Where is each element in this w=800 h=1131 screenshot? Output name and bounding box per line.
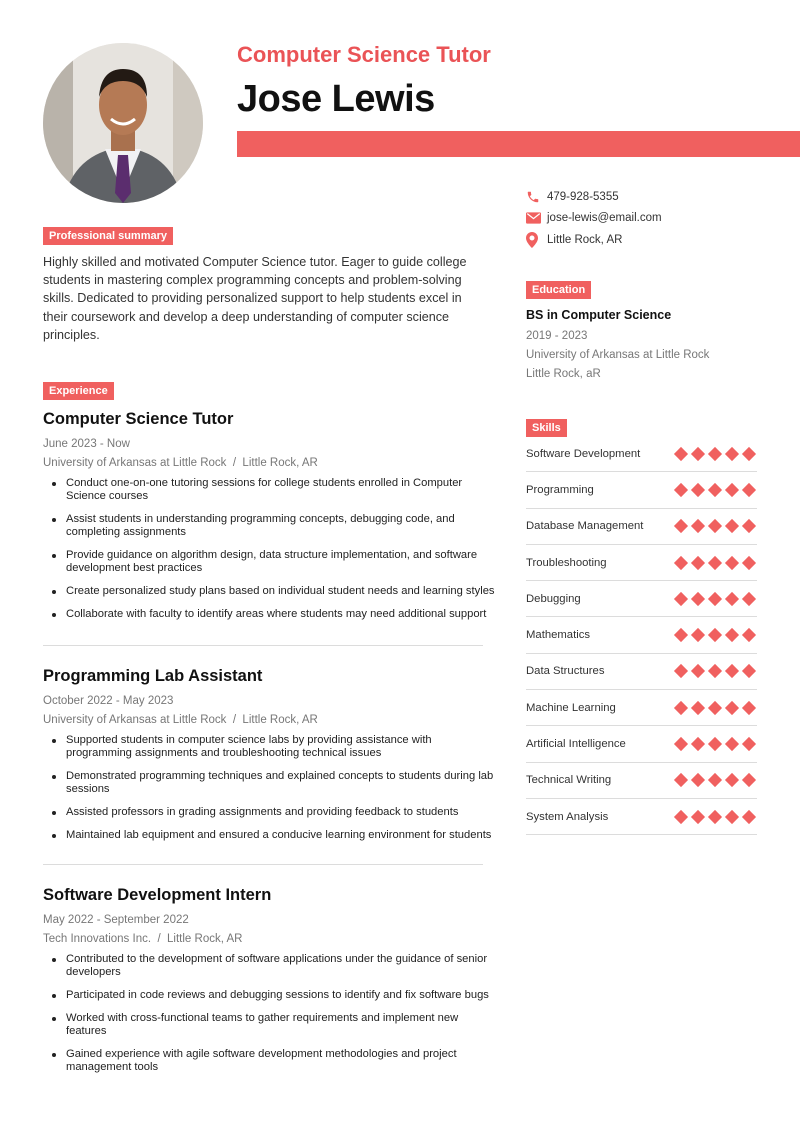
skill-name: Artificial Intelligence [526, 738, 626, 751]
skill-name: Troubleshooting [526, 556, 607, 569]
rating-diamond-icon [673, 628, 687, 642]
experience-place [43, 711, 495, 730]
skill-row [526, 654, 757, 690]
rating-diamond-icon [673, 664, 687, 678]
rating-diamond-icon [673, 483, 687, 497]
rating-diamond-icon [741, 701, 755, 715]
experience-bullets [43, 477, 495, 621]
experience-entry [43, 886, 495, 1084]
bullet-item: Participated in code reviews and debugging sessions to identify and fix software bugs [43, 989, 495, 1002]
skill-rating [674, 703, 757, 713]
experience-bullets [43, 734, 495, 842]
education-entry [526, 308, 766, 384]
rating-diamond-icon [707, 592, 721, 606]
rating-diamond-icon [724, 810, 738, 824]
contact-phone [526, 186, 756, 208]
skill-row [526, 472, 757, 508]
skill-rating [674, 775, 757, 785]
rating-diamond-icon [673, 773, 687, 787]
skill-rating [674, 521, 757, 531]
section-label-experience: Experience [43, 382, 114, 400]
rating-diamond-icon [690, 519, 704, 533]
experience-location: Little Rock, AR [242, 457, 318, 469]
rating-diamond-icon [690, 664, 704, 678]
rating-diamond-icon [724, 701, 738, 715]
rating-diamond-icon [724, 555, 738, 569]
experience-entry [43, 410, 495, 631]
divider [43, 864, 483, 865]
experience-location: Little Rock, AR [167, 933, 243, 945]
bullet-item: Assist students in understanding programming concepts, debugging code, and completing assignments [43, 513, 495, 539]
bullet-item: Supported students in computer science labs by providing assistance with programming assignments and troubleshooting technical issues [43, 734, 495, 760]
skill-name: Data Structures [526, 665, 605, 678]
skill-rating [674, 594, 757, 604]
rating-diamond-icon [724, 447, 738, 461]
rating-diamond-icon [724, 628, 738, 642]
rating-diamond-icon [741, 773, 755, 787]
rating-diamond-icon [673, 701, 687, 715]
skills-list [526, 436, 757, 835]
accent-bar [237, 131, 800, 157]
skill-name: Debugging [526, 592, 581, 605]
rating-diamond-icon [707, 555, 721, 569]
bullet-item: Contributed to the development of software applications under the guidance of senior developers [43, 953, 495, 979]
rating-diamond-icon [673, 447, 687, 461]
skill-name: Software Development [526, 447, 641, 460]
skill-rating [674, 485, 757, 495]
experience-dates: October 2022 - May 2023 [43, 695, 174, 707]
education-location: Little Rock, aR [526, 368, 601, 380]
experience-place [43, 930, 495, 949]
skill-rating [674, 739, 757, 749]
experience-title: Programming Lab Assistant [43, 667, 263, 685]
rating-diamond-icon [741, 628, 755, 642]
skill-row [526, 509, 757, 545]
skill-row [526, 763, 757, 799]
email-text: jose-lewis@email.com [547, 212, 662, 225]
rating-diamond-icon [741, 555, 755, 569]
skill-rating [674, 812, 757, 822]
bullet-item: Gained experience with agile software development methodologies and project management tools [43, 1048, 495, 1074]
skill-row [526, 617, 757, 653]
experience-bullets [43, 953, 495, 1074]
skill-row [526, 726, 757, 762]
rating-diamond-icon [741, 592, 755, 606]
rating-diamond-icon [707, 519, 721, 533]
envelope-icon [526, 212, 547, 224]
rating-diamond-icon [707, 701, 721, 715]
section-label-summary: Professional summary [43, 227, 173, 245]
skill-rating [674, 666, 757, 676]
rating-diamond-icon [741, 737, 755, 751]
education-years: 2019 - 2023 [526, 330, 588, 342]
skill-rating [674, 558, 757, 568]
rating-diamond-icon [741, 519, 755, 533]
experience-separator: / [157, 933, 161, 945]
rating-diamond-icon [690, 773, 704, 787]
rating-diamond-icon [690, 628, 704, 642]
rating-diamond-icon [673, 519, 687, 533]
headline-job-title: Computer Science Tutor [237, 42, 491, 67]
skill-name: Machine Learning [526, 701, 616, 714]
skill-name: Programming [526, 483, 594, 496]
section-label-education: Education [526, 281, 591, 299]
skill-name: Technical Writing [526, 774, 612, 787]
bullet-item: Conduct one-on-one tutoring sessions for college students enrolled in Computer Science courses [43, 477, 495, 503]
contact-email [526, 208, 756, 230]
rating-diamond-icon [724, 519, 738, 533]
experience-entry [43, 667, 495, 852]
rating-diamond-icon [690, 555, 704, 569]
rating-diamond-icon [673, 592, 687, 606]
skill-row [526, 545, 757, 581]
section-label-skills: Skills [526, 419, 567, 437]
rating-diamond-icon [707, 664, 721, 678]
contact-info [526, 186, 756, 251]
phone-icon [526, 190, 547, 204]
rating-diamond-icon [673, 737, 687, 751]
rating-diamond-icon [741, 810, 755, 824]
skill-row [526, 690, 757, 726]
candidate-name: Jose Lewis [237, 78, 435, 120]
contact-location [526, 229, 756, 251]
bullet-item: Worked with cross-functional teams to gather requirements and implement new features [43, 1012, 495, 1038]
phone-text: 479-928-5355 [547, 190, 619, 203]
skill-rating [674, 449, 757, 459]
divider [43, 645, 483, 646]
skill-row [526, 799, 757, 835]
bullet-item: Collaborate with faculty to identify areas where students may need additional support [43, 608, 495, 621]
rating-diamond-icon [673, 555, 687, 569]
rating-diamond-icon [724, 592, 738, 606]
professional-summary: Highly skilled and motivated Computer Science tutor. Eager to guide college students in mastering complex programming concepts and problem-solving skills. Dedicated to providing personalized support to help students excel in their coursework and develop a deep understanding of computer science principles. [43, 255, 467, 342]
experience-title: Software Development Intern [43, 886, 272, 904]
education-school: University of Arkansas at Little Rock [526, 349, 710, 361]
skill-name: Mathematics [526, 629, 591, 642]
rating-diamond-icon [707, 810, 721, 824]
skill-row [526, 581, 757, 617]
experience-separator: / [232, 714, 237, 726]
bullet-item: Assisted professors in grading assignments and providing feedback to students [43, 806, 495, 819]
experience-company: Tech Innovations Inc. [43, 933, 152, 945]
rating-diamond-icon [690, 483, 704, 497]
experience-title: Computer Science Tutor [43, 410, 234, 428]
skill-name: Database Management [526, 520, 644, 533]
location-pin-icon [526, 232, 547, 248]
rating-diamond-icon [724, 483, 738, 497]
rating-diamond-icon [690, 701, 704, 715]
skill-name: System Analysis [526, 810, 609, 823]
skill-row [526, 436, 757, 472]
rating-diamond-icon [724, 664, 738, 678]
rating-diamond-icon [690, 447, 704, 461]
rating-diamond-icon [741, 664, 755, 678]
rating-diamond-icon [707, 483, 721, 497]
skill-rating [674, 630, 757, 640]
rating-diamond-icon [690, 592, 704, 606]
bullet-item: Demonstrated programming techniques and explained concepts to students during lab sessions [43, 770, 495, 796]
rating-diamond-icon [724, 773, 738, 787]
experience-dates: June 2023 - Now [43, 438, 130, 450]
bullet-item: Provide guidance on algorithm design, data structure implementation, and software development best practices [43, 549, 495, 575]
rating-diamond-icon [707, 773, 721, 787]
profile-photo [43, 43, 203, 203]
rating-diamond-icon [724, 737, 738, 751]
rating-diamond-icon [741, 447, 755, 461]
education-degree: BS in Computer Science [526, 308, 672, 322]
rating-diamond-icon [690, 737, 704, 751]
rating-diamond-icon [690, 810, 704, 824]
rating-diamond-icon [673, 810, 687, 824]
experience-separator: / [232, 457, 237, 469]
experience-location: Little Rock, AR [242, 714, 318, 726]
experience-company: University of Arkansas at Little Rock [43, 457, 227, 469]
experience-dates: May 2022 - September 2022 [43, 914, 189, 926]
experience-place [43, 454, 495, 473]
rating-diamond-icon [741, 483, 755, 497]
location-text: Little Rock, AR [547, 233, 623, 246]
bullet-item: Maintained lab equipment and ensured a conducive learning environment for students [43, 829, 495, 842]
rating-diamond-icon [707, 447, 721, 461]
rating-diamond-icon [707, 737, 721, 751]
bullet-item: Create personalized study plans based on individual student needs and learning styles [43, 585, 495, 598]
experience-company: University of Arkansas at Little Rock [43, 714, 227, 726]
rating-diamond-icon [707, 628, 721, 642]
